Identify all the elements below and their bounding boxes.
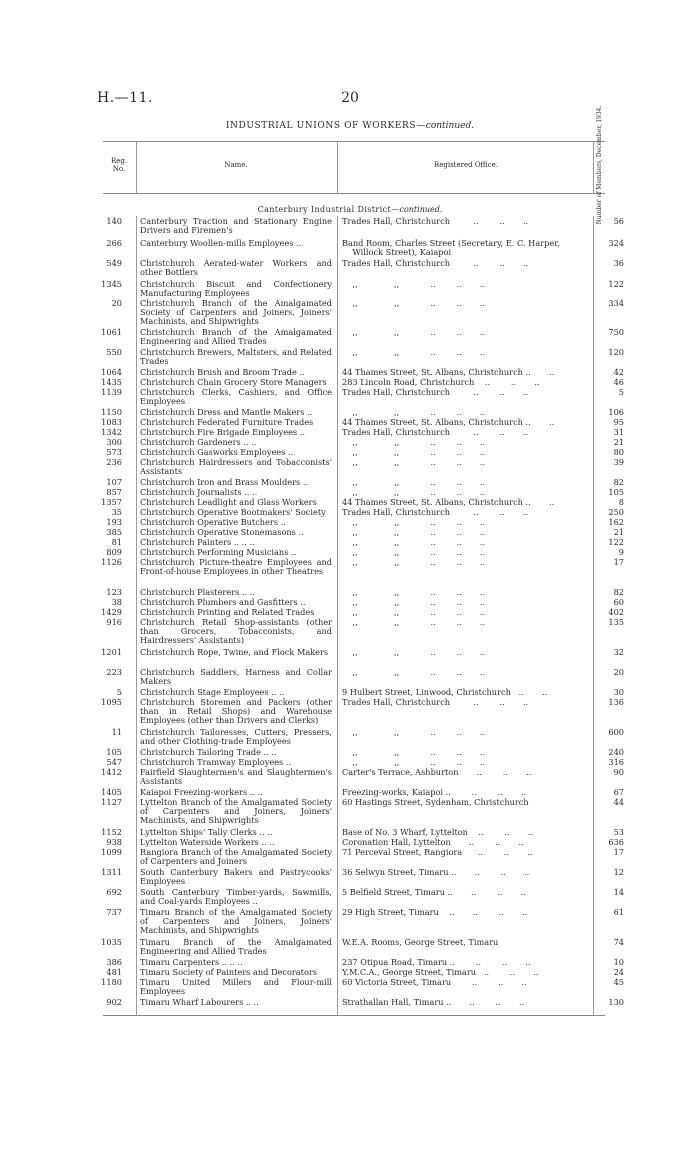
reg-cell: 573 bbox=[106, 447, 122, 457]
name-cell: Christchurch Tailoresses, Cutters, Pressers, and other Clothing-trade Employees bbox=[140, 727, 332, 746]
office-cell: ,, ,, .. .. .. bbox=[342, 597, 486, 607]
office-cell: ,, ,, .. .. .. bbox=[342, 327, 486, 337]
office-cell: ,, ,, .. .. .. bbox=[342, 487, 486, 497]
reg-cell: 1152 bbox=[101, 827, 122, 837]
members-cell: 82 bbox=[613, 477, 624, 487]
members-cell: 105 bbox=[608, 487, 624, 497]
members-cell: 136 bbox=[608, 697, 624, 707]
reg-cell: 692 bbox=[106, 887, 122, 897]
reg-cell: 1357 bbox=[101, 497, 122, 507]
reg-cell: 1139 bbox=[101, 387, 122, 397]
office-cell: ,, ,, .. .. .. bbox=[342, 547, 486, 557]
members-cell: 45 bbox=[613, 977, 624, 987]
office-cell: 60 Victoria Street, Timaru .. .. .. bbox=[342, 977, 527, 987]
office-cell: ,, ,, .. .. .. bbox=[342, 557, 486, 567]
office-cell: ,, ,, .. .. .. bbox=[342, 617, 486, 627]
name-cell: Christchurch Aerated-water Workers and other Bottlers bbox=[140, 258, 332, 277]
name-cell: Timaru Branch of the Amalgamated Society of Carpenters and Joiners, Joiners' Machinists, and Shipwrights bbox=[140, 907, 332, 935]
reg-cell: 547 bbox=[106, 757, 122, 767]
members-cell: 90 bbox=[613, 767, 624, 777]
reg-cell: 549 bbox=[106, 258, 122, 268]
office-cell: 36 Selwyn Street, Timaru .. .. .. .. bbox=[342, 867, 530, 877]
header-divider-2 bbox=[337, 141, 338, 193]
name-cell: Timaru Society of Painters and Decorators bbox=[140, 967, 318, 977]
reg-cell: 20 bbox=[111, 298, 122, 308]
reg-cell: 123 bbox=[106, 587, 122, 597]
office-cell: Band Room, Charles Street (Secretary, E. C. Harper, Willock Street), Kaiapoi bbox=[342, 238, 560, 257]
office-cell: ,, ,, .. .. .. bbox=[342, 447, 486, 457]
members-cell: 32 bbox=[613, 647, 624, 657]
office-cell: Coronation Hall, Lyttelton .. .. .. bbox=[342, 837, 524, 847]
members-cell: 60 bbox=[613, 597, 624, 607]
reg-cell: 386 bbox=[106, 957, 122, 967]
reg-cell: 1061 bbox=[101, 327, 122, 337]
members-cell: 10 bbox=[613, 957, 624, 967]
column-header-name: Name. bbox=[224, 161, 248, 169]
office-cell: ,, ,, .. .. .. bbox=[342, 537, 486, 547]
members-cell: 324 bbox=[608, 238, 624, 248]
body-divider-2 bbox=[337, 216, 338, 1016]
office-cell: ,, ,, .. .. .. bbox=[342, 457, 486, 467]
reg-cell: 223 bbox=[106, 667, 122, 677]
office-cell: ,, ,, .. .. .. bbox=[342, 647, 486, 657]
office-cell: Strathallan Hall, Timaru .. .. .. .. bbox=[342, 997, 525, 1007]
name-cell: Lyttelton Branch of the Amalgamated Society of Carpenters and Joiners, Joiners' Machinists, and Shipwrights bbox=[140, 797, 332, 825]
members-cell: 39 bbox=[613, 457, 624, 467]
members-cell: 30 bbox=[613, 687, 624, 697]
reg-cell: 1127 bbox=[101, 797, 122, 807]
members-cell: 21 bbox=[613, 527, 624, 537]
members-cell: 334 bbox=[608, 298, 624, 308]
members-cell: 636 bbox=[608, 837, 624, 847]
name-cell: Christchurch Plumbers and Gasfitters .. bbox=[140, 597, 306, 607]
name-cell: Christchurch Branch of the Amalgamated Society of Carpenters and Joiners, Joiners' Machinists, and Shipwrights bbox=[140, 298, 332, 326]
reg-cell: 385 bbox=[106, 527, 122, 537]
name-cell: Christchurch Branch of the Amalgamated Engineering and Allied Trades bbox=[140, 327, 332, 346]
header-bottom-rule bbox=[103, 193, 605, 194]
reg-cell: 1095 bbox=[101, 697, 122, 707]
name-cell: Christchurch Tailoring Trade .. .. bbox=[140, 747, 277, 757]
members-cell: 106 bbox=[608, 407, 624, 417]
reg-cell: 266 bbox=[106, 238, 122, 248]
name-cell: Christchurch Operative Bootmakers' Society bbox=[140, 507, 326, 517]
office-cell: ,, ,, .. .. .. bbox=[342, 477, 486, 487]
members-cell: 8 bbox=[618, 497, 624, 507]
office-cell: ,, ,, .. .. .. bbox=[342, 747, 486, 757]
office-cell: Trades Hall, Christchurch .. .. .. bbox=[342, 216, 529, 226]
name-cell: Christchurch Tramway Employees .. bbox=[140, 757, 292, 767]
members-cell: 95 bbox=[613, 417, 624, 427]
reg-cell: 105 bbox=[106, 747, 122, 757]
name-cell: Christchurch Saddlers, Harness and Collar Makers bbox=[140, 667, 332, 686]
members-cell: 750 bbox=[608, 327, 624, 337]
members-cell: 20 bbox=[613, 667, 624, 677]
office-cell: 9 Hulbert Street, Linwood, Christchurch .. .. bbox=[342, 687, 548, 697]
reg-cell: 1064 bbox=[101, 367, 122, 377]
column-header-office: Registered Office. bbox=[433, 161, 499, 169]
name-cell: Christchurch Dress and Mantle Makers .. bbox=[140, 407, 313, 417]
name-cell: Christchurch Fire Brigade Employees .. bbox=[140, 427, 305, 437]
name-cell: Timaru United Millers and Flour-mill Employees bbox=[140, 977, 332, 996]
office-cell: ,, ,, .. .. .. bbox=[342, 347, 486, 357]
members-cell: 122 bbox=[608, 537, 624, 547]
reg-cell: 857 bbox=[106, 487, 122, 497]
name-cell: Christchurch Journalists .. .. bbox=[140, 487, 258, 497]
header-divider-1 bbox=[136, 141, 137, 193]
page-title-continued: continued. bbox=[425, 121, 475, 131]
reg-cell: 1150 bbox=[101, 407, 122, 417]
reg-cell: 1201 bbox=[101, 647, 122, 657]
members-cell: 61 bbox=[613, 907, 624, 917]
name-cell: Christchurch Operative Stonemasons .. bbox=[140, 527, 304, 537]
members-cell: 21 bbox=[613, 437, 624, 447]
name-cell: Christchurch Gasworks Employees .. bbox=[140, 447, 294, 457]
office-cell: ,, ,, .. .. .. bbox=[342, 279, 486, 289]
members-cell: 36 bbox=[613, 258, 624, 268]
name-cell: Christchurch Hairdressers and Tobacconists' Assistants bbox=[140, 457, 332, 476]
name-cell: Christchurch Stage Employees .. .. bbox=[140, 687, 285, 697]
office-cell: ,, ,, .. .. .. bbox=[342, 667, 486, 677]
office-cell: 44 Thames Street, St. Albans, Christchurch .. .. bbox=[342, 417, 555, 427]
column-header-reg: Reg. No. bbox=[110, 157, 128, 173]
reg-cell: 107 bbox=[106, 477, 122, 487]
members-cell: 44 bbox=[613, 797, 624, 807]
office-cell: 44 Thames Street, St. Albans, Christchurch .. .. bbox=[342, 367, 555, 377]
reg-cell: 1342 bbox=[101, 427, 122, 437]
office-cell: Trades Hall, Christchurch .. .. .. bbox=[342, 387, 529, 397]
name-cell: Canterbury Woollen-mills Employees .. bbox=[140, 238, 302, 248]
table-bottom-rule bbox=[103, 1015, 605, 1016]
reg-cell: 938 bbox=[106, 837, 122, 847]
members-cell: 12 bbox=[613, 867, 624, 877]
office-cell: 283 Lincoln Road, Christchurch .. .. .. bbox=[342, 377, 540, 387]
members-cell: 24 bbox=[613, 967, 624, 977]
members-cell: 46 bbox=[613, 377, 624, 387]
office-cell: Freezing-works, Kaiapoi .. .. .. .. bbox=[342, 787, 527, 797]
name-cell: Timaru Wharf Labourers .. .. bbox=[140, 997, 259, 1007]
district-label: Canterbury Industrial District— bbox=[257, 205, 400, 214]
page-title-text: INDUSTRIAL UNIONS OF WORKERS— bbox=[225, 121, 426, 131]
members-cell: 240 bbox=[608, 747, 624, 757]
name-cell: Christchurch Painters .. .. .. bbox=[140, 537, 255, 547]
members-cell: 122 bbox=[608, 279, 624, 289]
reg-cell: 38 bbox=[111, 597, 122, 607]
office-cell: ,, ,, .. .. .. bbox=[342, 727, 486, 737]
members-cell: 162 bbox=[608, 517, 624, 527]
office-cell: ,, ,, .. .. .. bbox=[342, 607, 486, 617]
members-cell: 316 bbox=[608, 757, 624, 767]
office-cell: Trades Hall, Christchurch .. .. .. bbox=[342, 507, 529, 517]
name-cell: Rangiora Branch of the Amalgamated Society of Carpenters and Joiners bbox=[140, 847, 332, 866]
name-cell: Christchurch Federated Furniture Trades bbox=[140, 417, 314, 427]
reg-cell: 481 bbox=[106, 967, 122, 977]
reg-cell: 737 bbox=[106, 907, 122, 917]
members-cell: 67 bbox=[613, 787, 624, 797]
reg-cell: 5 bbox=[116, 687, 122, 697]
members-cell: 74 bbox=[613, 937, 624, 947]
header-divider-3 bbox=[593, 141, 594, 193]
office-cell: 5 Belfield Street, Timaru .. .. .. .. bbox=[342, 887, 526, 897]
name-cell: Timaru Carpenters .. .. .. bbox=[140, 957, 243, 967]
reg-cell: 1429 bbox=[101, 607, 122, 617]
name-cell: Christchurch Brewers, Maltsters, and Related Trades bbox=[140, 347, 332, 366]
office-cell: ,, ,, .. .. .. bbox=[342, 407, 486, 417]
members-cell: 31 bbox=[613, 427, 624, 437]
members-cell: 5 bbox=[618, 387, 624, 397]
name-cell: Christchurch Gardeners .. .. bbox=[140, 437, 257, 447]
office-cell: 71 Perceval Street, Rangiora .. .. .. bbox=[342, 847, 533, 857]
table-top-rule bbox=[103, 141, 605, 142]
office-cell: ,, ,, .. .. .. bbox=[342, 437, 486, 447]
column-header-members bbox=[595, 105, 604, 225]
name-cell: Christchurch Plasterers .. .. bbox=[140, 587, 255, 597]
members-cell: 82 bbox=[613, 587, 624, 597]
reg-cell: 1180 bbox=[101, 977, 122, 987]
members-cell: 53 bbox=[613, 827, 624, 837]
name-cell: Christchurch Storemen and Packers (other than in Retail Shops) and Warehouse Employees (other than Drivers and Clerks) bbox=[140, 697, 332, 725]
reg-cell: 1435 bbox=[101, 377, 122, 387]
name-cell: Christchurch Retail Shop-assistants (other than Grocers, Tobacconists, and Hairdressers' Assistants) bbox=[140, 617, 332, 645]
reg-cell: 140 bbox=[106, 216, 122, 226]
name-cell: Christchurch Chain Grocery Store Managers bbox=[140, 377, 327, 387]
name-cell: Christchurch Picture-theatre Employees and Front-of-house Employees in other Theatres bbox=[140, 557, 332, 576]
name-cell: Christchurch Operative Butchers .. bbox=[140, 517, 286, 527]
reg-cell: 1311 bbox=[101, 867, 122, 877]
reg-cell: 300 bbox=[106, 437, 122, 447]
members-cell: 402 bbox=[608, 607, 624, 617]
office-cell: Y.M.C.A., George Street, Timaru .. .. .. bbox=[342, 967, 539, 977]
reg-cell: 1035 bbox=[101, 937, 122, 947]
members-cell: 130 bbox=[608, 997, 624, 1007]
name-cell: Canterbury Traction and Stationary Engine Drivers and Firemen's bbox=[140, 216, 332, 235]
office-cell: 44 Thames Street, St. Albans, Christchurch .. .. bbox=[342, 497, 555, 507]
name-cell: Lyttelton Ships' Tally Clerks .. .. bbox=[140, 827, 273, 837]
members-cell: 120 bbox=[608, 347, 624, 357]
name-cell: South Canterbury Bakers and Pastrycooks' Employees bbox=[140, 867, 332, 886]
office-cell: Carter's Terrace, Ashburton .. .. .. bbox=[342, 767, 532, 777]
members-cell: 135 bbox=[608, 617, 624, 627]
reg-cell: 193 bbox=[106, 517, 122, 527]
reg-cell: 1345 bbox=[101, 279, 122, 289]
reg-cell: 902 bbox=[106, 997, 122, 1007]
district-continued: continued. bbox=[399, 205, 443, 214]
office-cell: W.E.A. Rooms, George Street, Timaru bbox=[342, 937, 499, 947]
reg-cell: 550 bbox=[106, 347, 122, 357]
reg-cell: 1099 bbox=[101, 847, 122, 857]
members-cell: 9 bbox=[618, 547, 624, 557]
name-cell: Christchurch Brush and Broom Trade .. bbox=[140, 367, 305, 377]
name-cell: Christchurch Clerks, Cashiers, and Office Employees bbox=[140, 387, 332, 406]
body-divider-1 bbox=[136, 216, 137, 1016]
office-cell: 60 Hastings Street, Sydenham, Christchurch bbox=[342, 797, 529, 807]
name-cell: Christchurch Printing and Related Trades bbox=[140, 607, 315, 617]
body-divider-3 bbox=[593, 216, 594, 1016]
reg-cell: 11 bbox=[111, 727, 122, 737]
office-cell: Trades Hall, Christchurch .. .. .. bbox=[342, 258, 529, 268]
reg-cell: 1412 bbox=[101, 767, 122, 777]
members-cell: 42 bbox=[613, 367, 624, 377]
reg-cell: 809 bbox=[106, 547, 122, 557]
name-cell: Christchurch Iron and Brass Moulders .. bbox=[140, 477, 309, 487]
name-cell: Christchurch Performing Musicians .. bbox=[140, 547, 297, 557]
office-cell: ,, ,, .. .. .. bbox=[342, 298, 486, 308]
members-cell: 56 bbox=[613, 216, 624, 226]
members-cell: 250 bbox=[608, 507, 624, 517]
name-cell: Lyttelton Waterside Workers .. .. bbox=[140, 837, 275, 847]
office-cell: 237 Otipua Road, Timaru .. .. .. .. bbox=[342, 957, 531, 967]
name-cell: South Canterbury Timber-yards, Sawmills, and Coal-yards Employees .. bbox=[140, 887, 332, 906]
members-cell: 80 bbox=[613, 447, 624, 457]
name-cell: Kaiapoi Freezing-workers .. .. bbox=[140, 787, 263, 797]
name-cell: Christchurch Leadlight and Glass Workers bbox=[140, 497, 317, 507]
reg-cell: 236 bbox=[106, 457, 122, 467]
reg-cell: 916 bbox=[106, 617, 122, 627]
column-header-members-text: Number of Members, December, 1934. bbox=[595, 105, 603, 225]
name-cell: Christchurch Rope, Twine, and Flock Makers bbox=[140, 647, 329, 657]
reg-cell: 1405 bbox=[101, 787, 122, 797]
members-cell: 14 bbox=[613, 887, 624, 897]
reg-cell: 35 bbox=[111, 507, 122, 517]
name-cell: Christchurch Biscuit and Confectionery Manufacturing Employees bbox=[140, 279, 332, 298]
office-cell: Base of No. 3 Wharf, Lyttelton .. .. .. bbox=[342, 827, 534, 837]
office-cell: ,, ,, .. .. .. bbox=[342, 587, 486, 597]
page-number: 20 bbox=[341, 90, 359, 106]
office-cell: Trades Hall, Christchurch .. .. .. bbox=[342, 427, 529, 437]
name-cell: Timaru Branch of the Amalgamated Engineering and Allied Trades bbox=[140, 937, 332, 956]
office-cell: ,, ,, .. .. .. bbox=[342, 527, 486, 537]
series-code: H.—11. bbox=[97, 90, 153, 106]
office-cell: Trades Hall, Christchurch .. .. .. bbox=[342, 697, 529, 707]
district-heading bbox=[0, 205, 700, 214]
office-cell: 29 High Street, Timaru .. .. .. .. bbox=[342, 907, 528, 917]
name-cell: Fairfield Slaughtermen's and Slaughtermen's Assistants bbox=[140, 767, 332, 786]
members-cell: 17 bbox=[613, 847, 624, 857]
members-cell: 600 bbox=[608, 727, 624, 737]
reg-cell: 81 bbox=[111, 537, 122, 547]
office-cell: ,, ,, .. .. .. bbox=[342, 517, 486, 527]
office-cell: ,, ,, .. .. .. bbox=[342, 757, 486, 767]
reg-cell: 1083 bbox=[101, 417, 122, 427]
members-cell: 17 bbox=[613, 557, 624, 567]
reg-cell: 1126 bbox=[101, 557, 122, 567]
